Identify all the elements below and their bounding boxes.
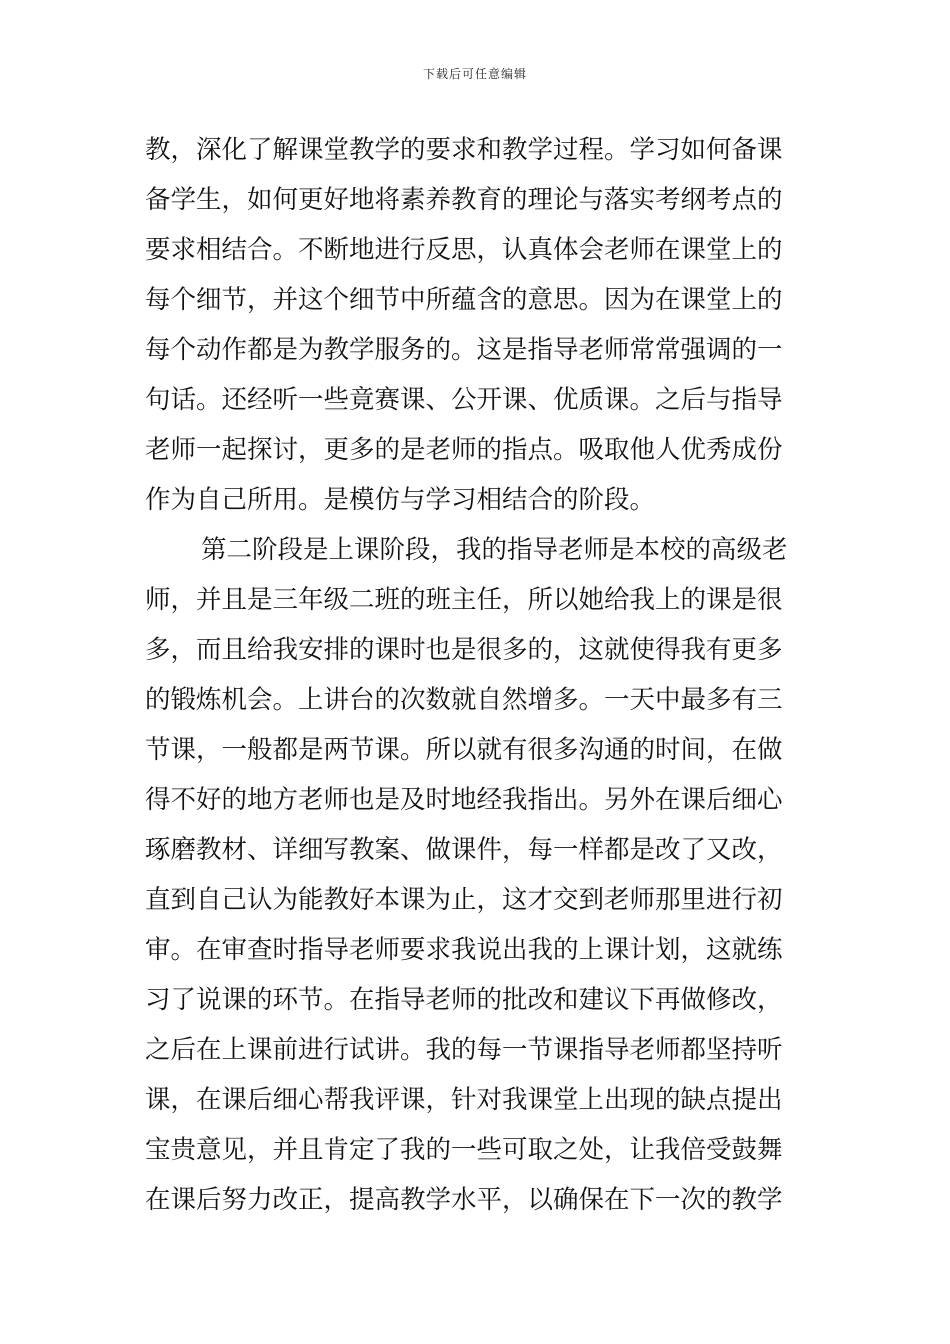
text-line: 备学生，如何更好地将素养教育的理论与落实考纲考点的	[145, 185, 783, 215]
text-line: 每个细节，并这个细节中所蕴含的意思。因为在课堂上的	[145, 285, 783, 315]
text-line: 宝贵意见，并且肯定了我的一些可取之处，让我倍受鼓舞	[145, 1135, 783, 1165]
text-line: 师，并且是三年级二班的班主任，所以她给我上的课是很	[145, 585, 783, 615]
text-line: 句话。还经听一些竟赛课、公开课、优质课。之后与指导	[145, 385, 783, 415]
text-line: 教，深化了解课堂教学的要求和教学过程。学习如何备课	[145, 135, 783, 165]
text-line: 节课，一般都是两节课。所以就有很多沟通的时间，在做	[145, 735, 783, 765]
text-line: 得不好的地方老师也是及时地经我指出。另外在课后细心	[145, 785, 783, 815]
text-line: 多，而且给我安排的课时也是很多的，这就使得我有更多	[145, 635, 783, 665]
text-line: 第二阶段是上课阶段，我的指导老师是本校的高级老	[201, 535, 788, 565]
text-line: 直到自己认为能教好本课为止，这才交到老师那里进行初	[145, 885, 783, 915]
text-line: 之后在上课前进行试讲。我的每一节课指导老师都坚持听	[145, 1035, 783, 1065]
page-header: 下载后可任意编辑	[422, 67, 527, 81]
text-line: 琢磨教材、详细写教案、做课件，每一样都是改了又改，	[145, 835, 783, 865]
text-line: 老师一起探讨，更多的是老师的指点。吸取他人优秀成份	[145, 435, 783, 465]
text-line: 课，在课后细心帮我评课，针对我课堂上出现的缺点提出	[145, 1085, 783, 1115]
text-line: 的锻炼机会。上讲台的次数就自然增多。一天中最多有三	[145, 685, 783, 715]
text-line: 审。在审查时指导老师要求我说出我的上课计划，这就练	[145, 935, 783, 965]
text-line: 要求相结合。不断地进行反思，认真体会老师在课堂上的	[145, 235, 783, 265]
text-line: 习了说课的环节。在指导老师的批改和建议下再做修改，	[145, 985, 783, 1015]
document-body	[145, 125, 809, 1225]
text-line: 在课后努力改正，提高教学水平，以确保在下一次的教学	[145, 1185, 783, 1215]
text-line: 作为自己所用。是模仿与学习相结合的阶段。	[145, 485, 656, 515]
text-line: 每个动作都是为教学服务的。这是指导老师常常强调的一	[145, 335, 783, 365]
